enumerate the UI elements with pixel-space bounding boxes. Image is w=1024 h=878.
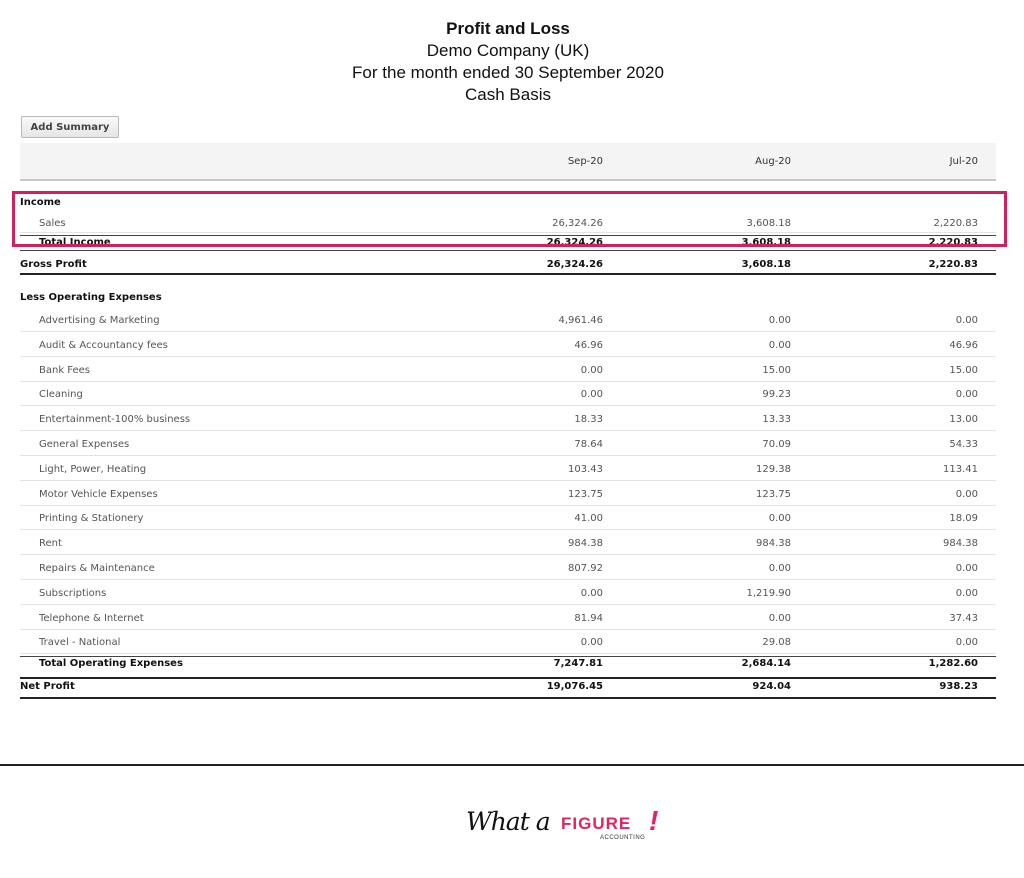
table-row[interactable]	[20, 538, 996, 555]
company-name: Demo Company (UK)	[426, 41, 590, 60]
amount-cell[interactable]: 807.92	[568, 563, 603, 574]
total-cell: 2,220.83	[928, 259, 978, 270]
table-row[interactable]	[20, 613, 996, 630]
amount-cell[interactable]: 984.38	[568, 538, 603, 550]
amount-cell[interactable]: 0.00	[768, 339, 791, 351]
column-header[interactable]: Sep-20	[567, 156, 603, 167]
amount-cell[interactable]: 26,324.26	[552, 218, 603, 229]
amount-cell[interactable]: 0.00	[580, 364, 603, 376]
total-cell: 2,220.83	[928, 237, 978, 248]
account-label[interactable]: Printing & Stationery	[39, 513, 144, 525]
amount-cell[interactable]: 46.96	[949, 339, 978, 351]
table-row[interactable]	[20, 389, 996, 406]
account-label[interactable]: Rent	[39, 538, 62, 550]
amount-cell[interactable]: 113.41	[943, 463, 978, 475]
total-cell: 3,608.18	[741, 237, 791, 248]
amount-cell[interactable]: 18.09	[949, 513, 978, 525]
account-label[interactable]: Motor Vehicle Expenses	[39, 488, 158, 500]
amount-cell[interactable]: 0.00	[768, 513, 791, 525]
amount-cell[interactable]: 13.00	[949, 414, 978, 426]
logo-figure-text: FIGURE	[561, 814, 632, 833]
total-label: Net Profit	[20, 681, 75, 692]
amount-cell[interactable]: 123.75	[756, 488, 791, 500]
total-cell: 26,324.26	[546, 259, 603, 270]
table-row[interactable]	[20, 464, 996, 481]
total-cell: 924.04	[752, 681, 791, 692]
amount-cell[interactable]: 0.00	[955, 563, 978, 574]
total-cell: 3,608.18	[741, 259, 791, 270]
section-heading: Less Operating Expenses	[20, 292, 162, 303]
amount-cell[interactable]: 0.00	[955, 587, 978, 599]
amount-cell[interactable]: 29.08	[762, 637, 791, 649]
amount-cell[interactable]: 0.00	[768, 315, 791, 326]
column-header[interactable]: Aug-20	[755, 156, 791, 167]
amount-cell[interactable]: 15.00	[762, 364, 791, 376]
amount-cell[interactable]: 0.00	[955, 315, 978, 326]
total-label: Total Operating Expenses	[39, 658, 183, 669]
table-row[interactable]	[20, 340, 996, 357]
table-row[interactable]	[20, 414, 996, 431]
amount-cell[interactable]: 37.43	[949, 612, 978, 624]
total-label: Gross Profit	[20, 259, 87, 270]
net-profit-row	[20, 677, 996, 699]
report-period: For the month ended 30 September 2020	[352, 63, 664, 82]
account-label[interactable]: General Expenses	[39, 439, 130, 450]
total-cell: 938.23	[939, 681, 978, 692]
account-label[interactable]: Bank Fees	[39, 364, 91, 376]
total-label: Total Income	[39, 237, 111, 248]
amount-cell[interactable]: 15.00	[949, 364, 978, 376]
add-summary-button[interactable]: Add Summary	[21, 116, 119, 138]
amount-cell[interactable]: 0.00	[580, 637, 603, 649]
amount-cell[interactable]: 18.33	[574, 414, 603, 426]
table-row[interactable]	[20, 563, 996, 580]
amount-cell[interactable]: 4,961.46	[558, 315, 603, 326]
account-label[interactable]: Entertainment-100% business	[39, 414, 191, 426]
amount-cell[interactable]: 41.00	[574, 513, 603, 525]
account-label[interactable]: Repairs & Maintenance	[39, 563, 155, 574]
amount-cell[interactable]: 0.00	[955, 488, 978, 500]
account-label[interactable]: Travel - National	[39, 637, 121, 649]
account-label[interactable]: Advertising & Marketing	[39, 315, 160, 326]
table-row[interactable]	[20, 439, 996, 456]
amount-cell[interactable]: 3,608.18	[746, 218, 791, 229]
amount-cell[interactable]: 70.09	[762, 439, 791, 450]
amount-cell[interactable]: 2,220.83	[933, 218, 978, 229]
gross-profit-row	[20, 259, 996, 275]
amount-cell[interactable]: 0.00	[768, 612, 791, 624]
column-header-row	[20, 143, 996, 181]
amount-cell[interactable]: 0.00	[955, 637, 978, 649]
amount-cell[interactable]: 99.23	[762, 389, 791, 401]
total-cell: 2,684.14	[741, 658, 791, 669]
footer-divider	[0, 764, 1024, 766]
amount-cell[interactable]: 123.75	[568, 488, 603, 500]
amount-cell[interactable]: 0.00	[580, 389, 603, 401]
amount-cell[interactable]: 78.64	[574, 439, 603, 450]
report-basis: Cash Basis	[465, 85, 551, 104]
amount-cell[interactable]: 0.00	[955, 389, 978, 401]
total-expenses-row	[20, 656, 996, 671]
total-cell: 19,076.45	[546, 681, 603, 692]
logo-tagline: ACCOUNTING	[600, 835, 646, 841]
amount-cell[interactable]: 0.00	[768, 563, 791, 574]
total-cell: 1,282.60	[928, 658, 978, 669]
table-row[interactable]	[20, 637, 996, 654]
total-cell: 26,324.26	[546, 237, 603, 248]
amount-cell[interactable]: 129.38	[756, 463, 791, 475]
account-label[interactable]: Sales	[39, 218, 66, 229]
brand-logo	[466, 807, 666, 847]
amount-cell[interactable]: 13.33	[762, 414, 791, 426]
section-heading: Income	[20, 197, 61, 208]
account-label[interactable]: Subscriptions	[39, 587, 107, 599]
total-cell: 7,247.81	[553, 658, 603, 669]
amount-cell[interactable]: 984.38	[756, 538, 791, 550]
amount-cell[interactable]: 984.38	[943, 538, 978, 550]
column-header[interactable]: Jul-20	[949, 156, 978, 167]
expenses-heading-row	[20, 292, 996, 304]
table-row[interactable]	[20, 365, 996, 382]
income-highlight-box	[12, 191, 1007, 247]
amount-cell[interactable]: 103.43	[568, 463, 603, 475]
amount-cell[interactable]: 0.00	[580, 587, 603, 599]
amount-cell[interactable]: 46.96	[574, 339, 603, 351]
report-title: Profit and Loss	[446, 19, 570, 38]
account-label[interactable]: Light, Power, Heating	[39, 463, 147, 475]
table-row[interactable]	[20, 489, 996, 506]
table-row[interactable]	[20, 588, 996, 605]
account-label[interactable]: Telephone & Internet	[39, 612, 144, 624]
amount-cell[interactable]: 1,219.90	[746, 587, 791, 599]
amount-cell[interactable]: 81.94	[574, 612, 603, 624]
table-row[interactable]	[20, 315, 996, 332]
table-row[interactable]	[20, 513, 996, 530]
logo-script-text: What a	[466, 807, 550, 836]
account-label[interactable]: Audit & Accountancy fees	[39, 339, 168, 351]
amount-cell[interactable]: 54.33	[949, 439, 978, 450]
report-header	[0, 18, 1016, 106]
account-label[interactable]: Cleaning	[39, 389, 83, 401]
logo-exclamation-mark: !	[649, 805, 659, 836]
